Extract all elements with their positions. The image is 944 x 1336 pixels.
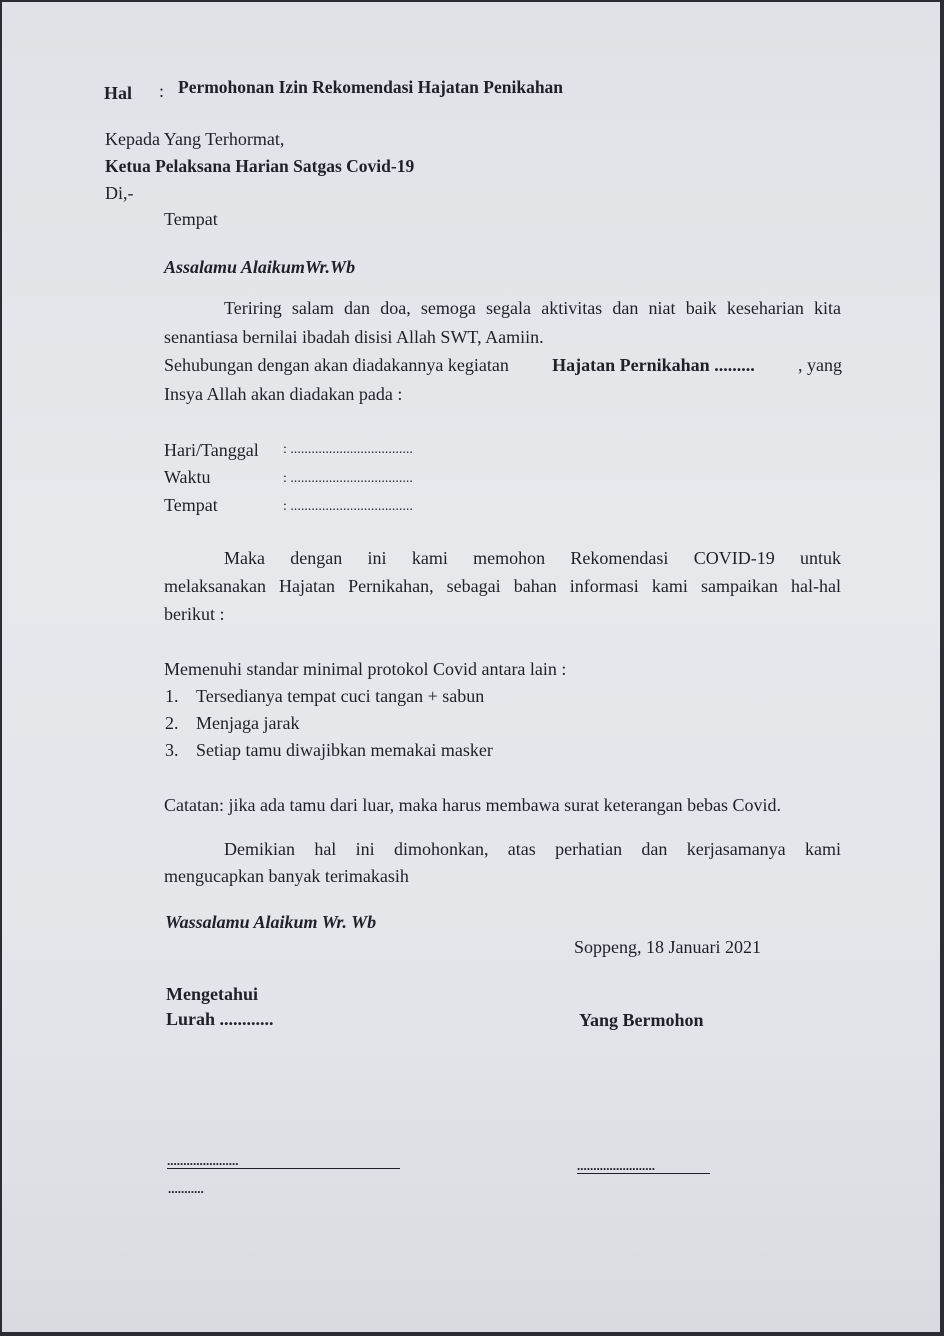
- detail-label-date: Hari/Tanggal: [164, 440, 259, 460]
- detail-label-time: Waktu: [164, 467, 211, 487]
- right-sign-name: ........................: [577, 1158, 655, 1173]
- addressee-di: Di,-: [105, 183, 134, 203]
- left-sign-name: ......................: [167, 1153, 239, 1168]
- closing-greeting: Wassalamu Alaikum Wr. Wb: [165, 912, 377, 932]
- note-text: Catatan: jika ada tamu dari luar, maka harus membawa surat keterangan bebas Covid.: [164, 795, 782, 815]
- left-sign-nip: ...........: [168, 1181, 204, 1196]
- place-date: Soppeng, 18 Januari 2021: [574, 937, 761, 957]
- left-signature-line: [167, 1168, 400, 1169]
- paragraph-3-line-1: Maka dengan ini kami memohon Rekomendasi COVID-19 untuk: [224, 548, 841, 568]
- detail-value-date: : ...................................: [283, 442, 413, 457]
- right-sign-title: Yang Bermohon: [579, 1010, 704, 1030]
- subject-colon: :: [159, 81, 165, 101]
- protocol-item-3-num: 3.: [165, 740, 179, 760]
- addressee-salutation: Kepada Yang Terhormat,: [105, 129, 285, 149]
- protocol-item-3-text: Setiap tamu diwajibkan memakai masker: [196, 740, 493, 760]
- protocol-item-2-text: Menjaga jarak: [196, 713, 300, 733]
- paragraph-3-line-3: berikut :: [164, 604, 225, 624]
- paragraph-2-event: Hajatan Pernikahan .........: [552, 355, 755, 375]
- paragraph-3-line-2: melaksanakan Hajatan Pernikahan, sebagai bahan informasi kami sampaikan hal-hal: [164, 576, 841, 596]
- detail-value-place: : ...................................: [283, 499, 413, 514]
- protocol-intro: Memenuhi standar minimal protokol Covid antara lain :: [164, 659, 567, 679]
- subject-label: Hal: [104, 83, 133, 103]
- protocol-item-2-num: 2.: [165, 713, 179, 733]
- closing-line-1: Demikian hal ini dimohonkan, atas perhatian dan kerjasamanya kami: [224, 839, 841, 859]
- paragraph-1-line-2: senantiasa bernilai ibadah disisi Allah SWT, Aamiin.: [164, 327, 544, 347]
- protocol-item-1-num: 1.: [165, 686, 179, 706]
- opening-greeting: Assalamu AlaikumWr.Wb: [164, 257, 356, 277]
- letter-page: [2, 2, 940, 1332]
- left-sign-role: Lurah ............: [166, 1009, 274, 1029]
- right-signature-line: [577, 1173, 710, 1174]
- paragraph-2-prefix: Sehubungan dengan akan diadakannya kegiatan: [164, 355, 509, 375]
- detail-value-time: : ...................................: [283, 471, 413, 486]
- paragraph-2-line-2: Insya Allah akan diadakan pada :: [164, 384, 403, 404]
- closing-line-2: mengucapkan banyak terimakasih: [164, 866, 409, 886]
- paragraph-2-line-1: [164, 354, 842, 376]
- detail-label-place: Tempat: [164, 495, 218, 515]
- addressee-name: Ketua Pelaksana Harian Satgas Covid-19: [105, 156, 415, 176]
- paragraph-1-line-1: Teriring salam dan doa, semoga segala aktivitas dan niat baik keseharian kita: [224, 298, 841, 318]
- addressee-place: Tempat: [164, 209, 218, 229]
- subject-text: Permohonan Izin Rekomendasi Hajatan Penikahan: [178, 77, 564, 97]
- paragraph-2-suffix: , yang: [798, 355, 842, 375]
- left-sign-title: Mengetahui: [166, 984, 258, 1004]
- protocol-item-1-text: Tersedianya tempat cuci tangan + sabun: [196, 686, 485, 706]
